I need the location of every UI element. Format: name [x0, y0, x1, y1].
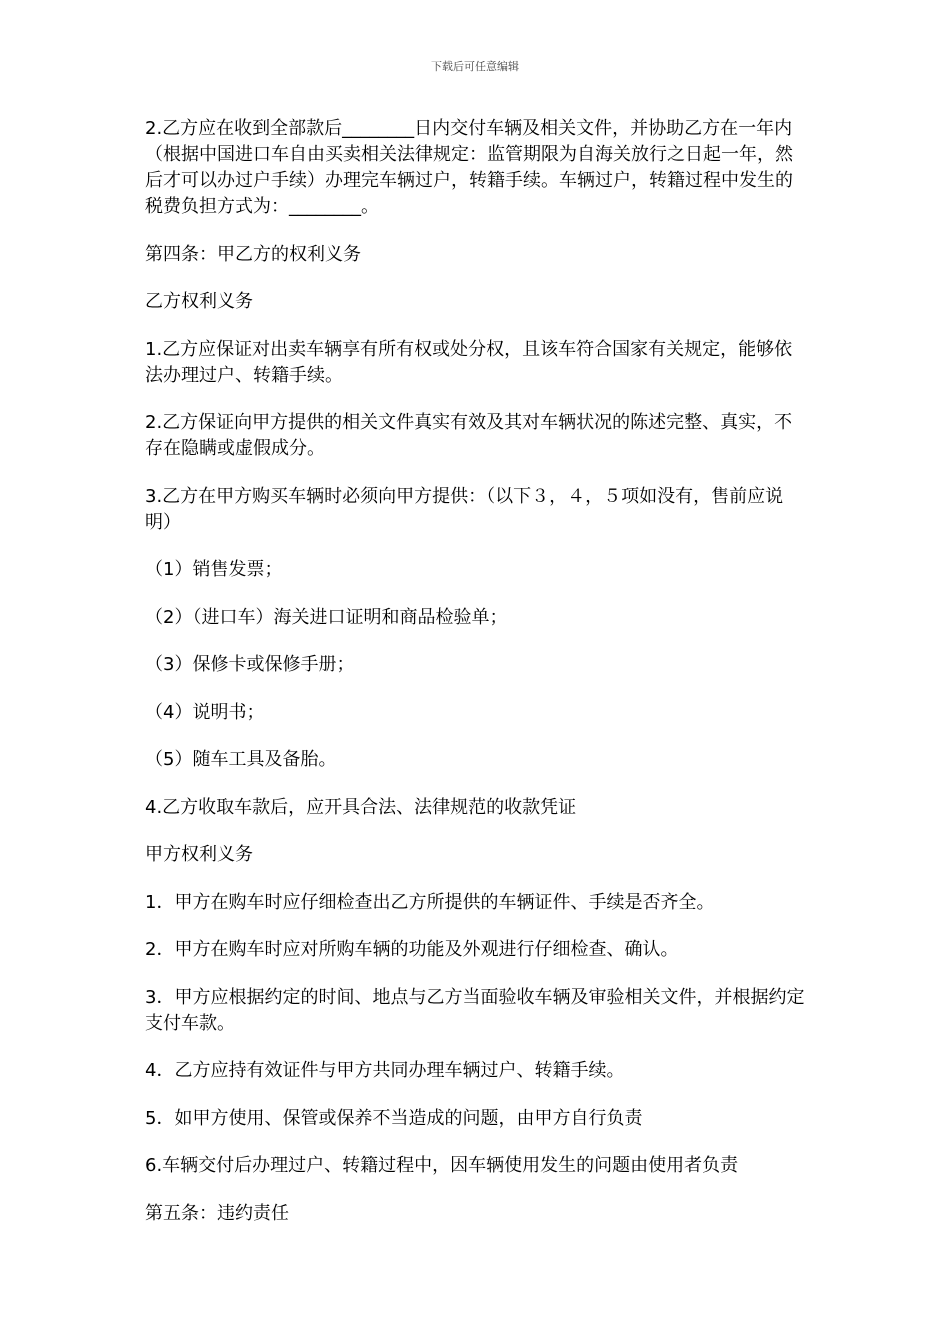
list-item-3: （3）保修卡或保修手册； [145, 654, 355, 675]
page-header: 下载后可任意编辑 [431, 60, 519, 73]
document-body [145, 116, 809, 1248]
paragraph-b-3: 3.乙方在甲方购买车辆时必须向甲方提供：（以下３，４，５项如没有，售前应说明） [145, 485, 784, 533]
paragraph-b-2: 2.乙方保证向甲方提供的相关文件真实有效及其对车辆状况的陈述完整、真实，不存在隐瞒或虚假成分。 [145, 412, 793, 459]
paragraph-b-4: 4.乙方收取车款后，应开具合法、法律规范的收款凭证 [145, 796, 577, 818]
subheading-party-a: 甲方权利义务 [145, 844, 253, 865]
list-item-4: （4）说明书； [145, 701, 265, 723]
section-heading-4: 第四条：甲乙方的权利义务 [145, 243, 361, 265]
paragraph-b-1: 1.乙方应保证对出卖车辆享有所有权或处分权，且该车符合国家有关规定，能够依法办理过户、转籍手续。 [145, 338, 793, 386]
paragraph-a-6: 6.车辆交付后办理过户、转籍过程中，因车辆使用发生的问题由使用者负责 [145, 1155, 739, 1176]
paragraph-a-1: 1．甲方在购车时应仔细检查出乙方所提供的车辆证件、手续是否齐全。 [145, 891, 715, 913]
list-item-1: （1）销售发票； [145, 559, 283, 580]
paragraph-a-5: 5．如甲方使用、保管或保养不当造成的问题，由甲方自行负责 [145, 1107, 643, 1129]
list-item-2: （2）（进口车）海关进口证明和商品检验单； [145, 606, 508, 628]
section-heading-5: 第五条：违约责任 [145, 1202, 289, 1224]
paragraph-a-4: 4．乙方应持有效证件与甲方共同办理车辆过户、转籍手续。 [145, 1060, 625, 1081]
paragraph-a-2: 2．甲方在购车时应对所购车辆的功能及外观进行仔细检查、确认。 [145, 939, 679, 960]
subheading-party-b: 乙方权利义务 [145, 291, 253, 312]
list-item-5: （5）随车工具及备胎。 [145, 749, 337, 770]
paragraph-a-3: 3．甲方应根据约定的时间、地点与乙方当面验收车辆及审验相关文件，并根据约定支付车款。 [145, 986, 805, 1034]
paragraph-delivery: 2.乙方应在收到全部款后________日内交付车辆及相关文件，并协助乙方在一年内（根据中国进口车自由买卖相关法律规定：监管期限为自海关放行之日起一年，然后才可以办过户手续）办理完车辆过户，转籍手续。车辆过户，转籍过程中发生的税费负担方式为：________。 [145, 118, 793, 217]
